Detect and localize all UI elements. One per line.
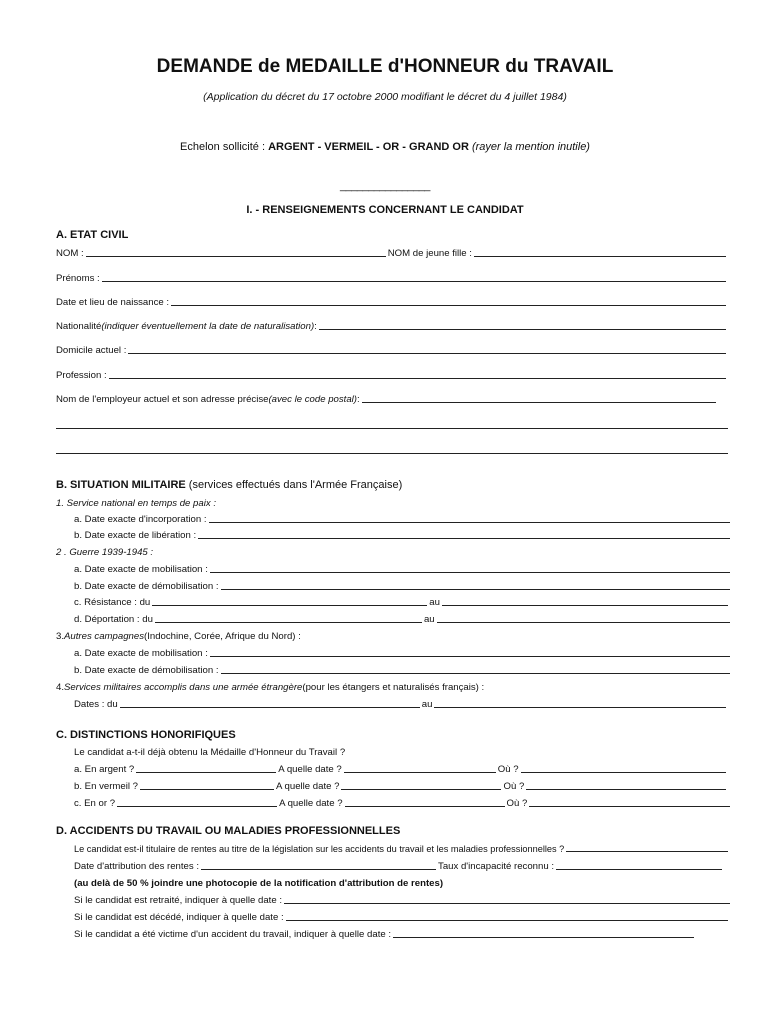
dates-to-field[interactable] [434,706,726,708]
employeur-extra-line-1[interactable] [56,428,728,429]
nom-row [56,248,728,259]
section-militaire-title [56,479,402,491]
vermeil-label: b. En vermeil ? [74,781,138,792]
or-date-label: A quelle date ? [279,798,343,809]
prenoms-row [56,273,728,284]
employeur-field[interactable] [362,401,716,403]
deportation-to-field[interactable] [437,621,730,623]
nom-field[interactable] [86,255,386,257]
armee-etrangere-dates-row [74,699,728,710]
vermeil-field[interactable] [140,788,274,790]
naissance-field[interactable] [171,304,726,306]
or-ou-label: Où ? [506,798,528,809]
or-field[interactable] [117,805,277,807]
autres-campagnes-label: Autres campagnes [64,631,145,642]
form-title: DEMANDE de MEDAILLE d'HONNEUR du TRAVAIL [156,56,614,77]
section-accidents-title: D. ACCIDENTS DU TRAVAIL OU MALADIES PROFESSIONNELLES [56,825,401,837]
deportation-label: d. Déportation : du [74,614,153,625]
taux-label: Taux d'incapacité reconnu : [438,861,554,872]
domicile-field[interactable] [128,352,726,354]
employeur-extra-line-2[interactable] [56,453,728,454]
autres-campagnes-num: 3. [56,631,65,642]
guerre-heading: 2 . Guerre 1939-1945 : [56,547,154,558]
campagnes-mobilisation-label: a. Date exacte de mobilisation : [74,648,208,659]
echelon-options[interactable]: ARGENT - VERMEIL - OR - GRAND OR [268,141,469,153]
campagnes-mobilisation-field[interactable] [210,655,730,657]
argent-date-field[interactable] [344,771,496,773]
distinctions-question: Le candidat a-t-il déjà obtenu la Médaille d'Honneur du Travail ? [74,747,346,758]
or-ou-field[interactable] [529,805,730,807]
rentes-row [74,844,730,854]
rentes-field[interactable] [566,850,728,852]
retraite-label: Si le candidat est retraité, indiquer à quelle date : [74,895,282,906]
employeur-note: (avec le code postal) [268,394,357,405]
separator: ________________ [340,180,430,192]
rentes-note: (au delà de 50 % joindre une photocopie de la notification d'attribution de rentes) [74,878,444,889]
guerre-demobilisation-row [74,581,732,592]
victime-field[interactable] [393,936,694,938]
echelon-label: Echelon sollicité : [180,141,269,153]
militaire-title: B. SITUATION MILITAIRE [56,479,186,491]
retraite-row [74,895,732,906]
nationalite-colon: : [314,321,317,332]
argent-date-label: A quelle date ? [278,764,342,775]
nationalite-field[interactable] [319,328,726,330]
dates-from-field[interactable] [120,706,420,708]
vermeil-ou-field[interactable] [526,788,726,790]
liberation-row [74,530,732,541]
incorporation-label: a. Date exacte d'incorporation : [74,514,207,525]
taux-field[interactable] [556,868,722,870]
deportation-row [74,614,732,625]
guerre-mobilisation-row [74,564,732,575]
guerre-demobilisation-field[interactable] [221,588,730,590]
or-label: c. En or ? [74,798,116,809]
prenoms-label: Prénoms : [56,273,100,284]
vermeil-date-label: A quelle date ? [276,781,340,792]
or-row [74,798,732,809]
incorporation-row [74,514,732,525]
nom-label: NOM : [56,248,84,259]
armee-etrangere-note: (pour les étangers et naturalisés français) : [302,682,485,693]
section-distinctions-title: C. DISTINCTIONS HONORIFIQUES [56,729,236,741]
employeur-colon: : [357,394,360,405]
guerre-mobilisation-label: a. Date exacte de mobilisation : [74,564,208,575]
campagnes-demobilisation-label: b. Date exacte de démobilisation : [74,665,219,676]
argent-field[interactable] [136,771,276,773]
vermeil-date-field[interactable] [341,788,501,790]
profession-field[interactable] [109,377,726,379]
argent-label: a. En argent ? [74,764,135,775]
naissance-row [56,297,728,308]
argent-ou-field[interactable] [521,771,726,773]
prenoms-field[interactable] [102,280,726,282]
guerre-mobilisation-field[interactable] [210,571,730,573]
autres-campagnes-heading [56,631,301,642]
liberation-label: b. Date exacte de libération : [74,530,197,541]
dates-au-label: au [421,699,433,710]
rentes-label: Le candidat est-il titulaire de rentes au titre de la législation sur les accidents du travail et les maladies professionnelles ? [74,844,565,854]
campagnes-demobilisation-field[interactable] [221,672,730,674]
service-national-heading: 1. Service national en temps de paix : [56,498,216,509]
resistance-from-field[interactable] [152,604,427,606]
deportation-au-label: au [423,614,435,625]
naissance-label: Date et lieu de naissance : [56,297,170,308]
resistance-label: c. Résistance : du [74,597,151,608]
decede-row [74,912,730,923]
section-etat-civil-title: A. ETAT CIVIL [56,229,129,241]
retraite-field[interactable] [284,902,730,904]
date-rentes-row [74,861,724,872]
argent-row [74,764,728,775]
militaire-title-note: (services effectués dans l'Armée Française) [185,479,403,491]
echelon-note: (rayer la mention inutile) [468,141,590,153]
victime-row [74,929,696,940]
or-date-field[interactable] [345,805,505,807]
domicile-row [56,345,728,356]
nationalite-row [56,321,728,332]
decede-label: Si le candidat est décédé, indiquer à quelle date : [74,912,284,923]
campagnes-demobilisation-row [74,665,732,676]
dates-label: Dates : du [74,699,118,710]
profession-label: Profession : [56,370,107,381]
deportation-from-field[interactable] [155,621,422,623]
resistance-au-label: au [429,597,440,608]
incorporation-field[interactable] [209,521,731,523]
liberation-field[interactable] [198,537,730,539]
armee-etrangere-num: 4. [56,682,65,693]
part-title: I. - RENSEIGNEMENTS CONCERNANT LE CANDIDAT [246,204,524,216]
echelon-line [0,141,770,153]
vermeil-row [74,781,728,792]
employeur-row [56,394,718,405]
resistance-row [74,597,730,608]
victime-label: Si le candidat a été victime d'un accident du travail, indiquer à quelle date : [74,929,392,940]
date-rentes-label: Date d'attribution des rentes : [74,861,200,872]
campagnes-mobilisation-row [74,648,732,659]
resistance-to-field[interactable] [442,604,728,606]
domicile-label: Domicile actuel : [56,345,127,356]
argent-ou-label: Où ? [497,764,519,775]
nom-jeune-fille-label: NOM de jeune fille : [387,248,472,259]
vermeil-ou-label: Où ? [503,781,525,792]
form-subtitle: (Application du décret du 17 octobre 2000 modifiant le décret du 4 juillet 1984) [203,91,567,103]
nom-jeune-fille-field[interactable] [474,255,726,257]
autres-campagnes-note: (Indochine, Corée, Afrique du Nord) : [144,631,301,642]
date-rentes-field[interactable] [201,868,436,870]
armee-etrangere-heading [56,682,484,693]
armee-etrangere-label: Services militaires accomplis dans une armée étrangère [64,682,303,693]
nationalite-note: (indiquer éventuellement la date de naturalisation) [101,321,315,332]
employeur-label: Nom de l'employeur actuel et son adresse précise [56,394,269,405]
nationalite-label: Nationalité [56,321,102,332]
decede-field[interactable] [286,919,728,921]
guerre-demobilisation-label: b. Date exacte de démobilisation : [74,581,219,592]
profession-row [56,370,728,381]
